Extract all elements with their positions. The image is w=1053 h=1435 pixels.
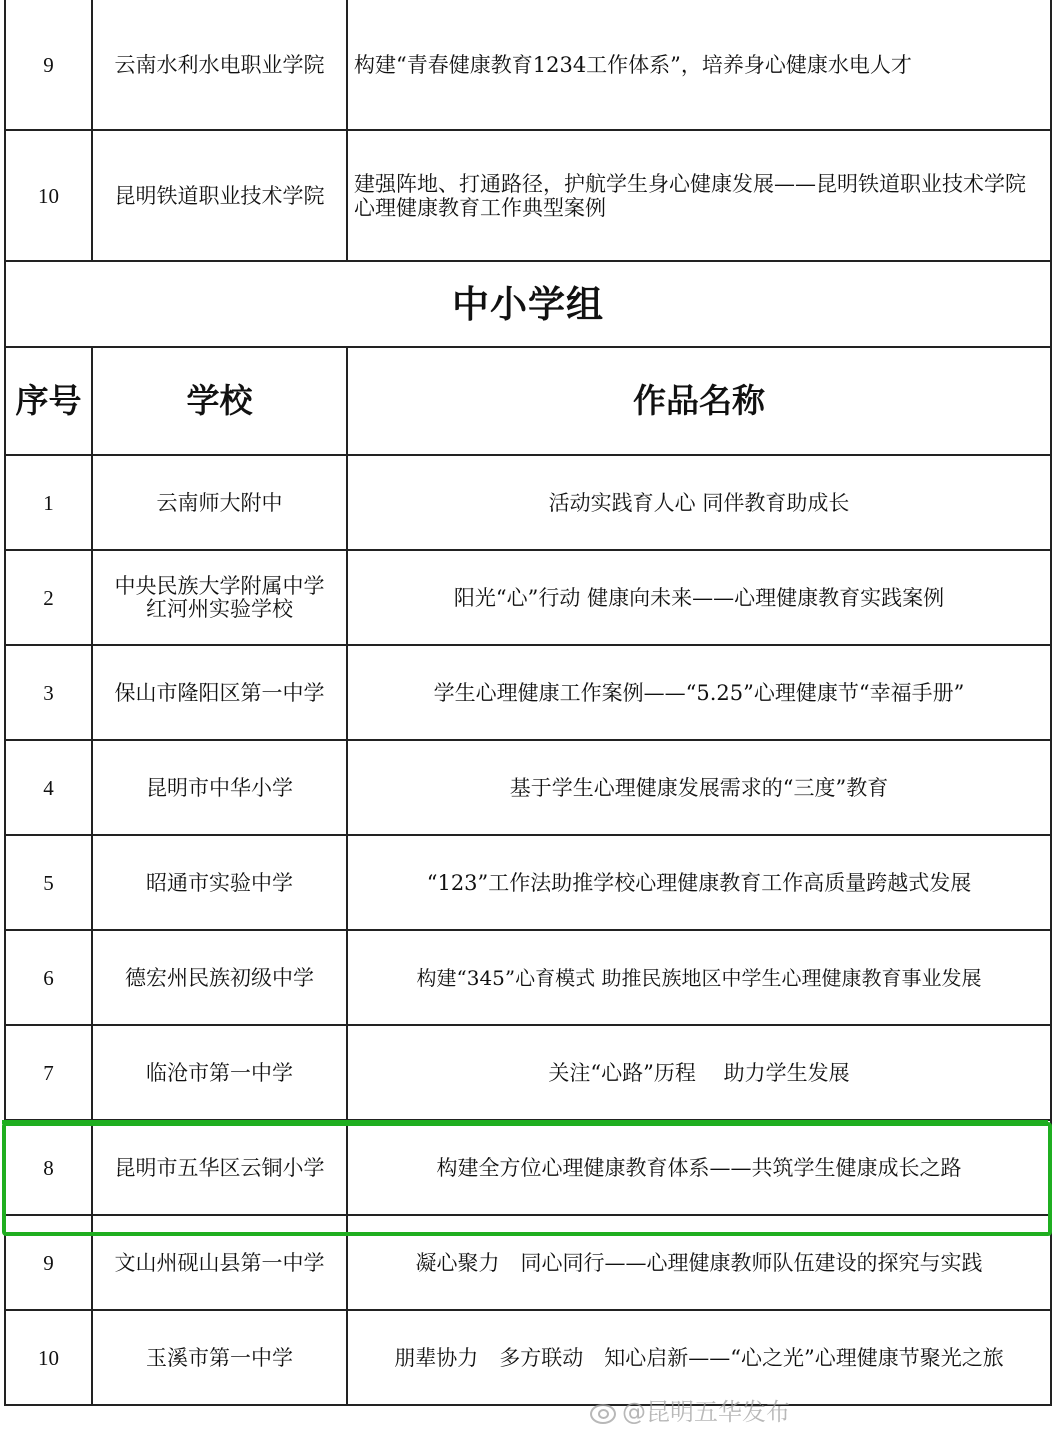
school-name: 文山州砚山县第一中学 <box>92 1215 347 1310</box>
table-row <box>5 740 1051 835</box>
row-index: 8 <box>5 1120 92 1215</box>
watermark <box>588 1392 790 1427</box>
table-row <box>5 930 1051 1025</box>
table-row <box>5 1310 1051 1405</box>
work-title: 学生心理健康工作案例——“5.25”心理健康节“幸福手册” <box>347 645 1051 740</box>
row-index: 5 <box>5 835 92 930</box>
table-row <box>5 645 1051 740</box>
work-title: “123”工作法助推学校心理健康教育工作高质量跨越式发展 <box>347 835 1051 930</box>
table-row <box>5 550 1051 645</box>
work-title: 活动实践育人心 同伴教育助成长 <box>347 455 1051 550</box>
table-row <box>5 1215 1051 1310</box>
table-row <box>5 130 1051 261</box>
table-row-highlighted <box>5 1120 1051 1215</box>
table-row <box>5 835 1051 930</box>
school-name: 昆明铁道职业技术学院 <box>92 130 347 261</box>
table-row <box>5 455 1051 550</box>
row-index: 6 <box>5 930 92 1025</box>
table-row <box>5 1025 1051 1120</box>
school-name: 玉溪市第一中学 <box>92 1310 347 1405</box>
row-index: 4 <box>5 740 92 835</box>
row-index: 7 <box>5 1025 92 1120</box>
watermark-text: @昆明五华发布 <box>622 1398 790 1426</box>
school-name <box>92 550 347 645</box>
school-name: 昆明市中华小学 <box>92 740 347 835</box>
header-row <box>5 347 1051 455</box>
school-name: 德宏州民族初级中学 <box>92 930 347 1025</box>
work-title: 凝心聚力 同心同行——心理健康教师队伍建设的探究与实践 <box>347 1215 1051 1310</box>
header-school: 学校 <box>92 347 347 455</box>
row-index: 10 <box>5 130 92 261</box>
award-table <box>4 0 1052 1406</box>
school-name: 临沧市第一中学 <box>92 1025 347 1120</box>
row-index: 2 <box>5 550 92 645</box>
row-index: 3 <box>5 645 92 740</box>
work-title: 构建“345”心育模式 助推民族地区中学生心理健康教育事业发展 <box>347 930 1051 1025</box>
group-title: 中小学组 <box>5 261 1051 347</box>
school-name: 云南师大附中 <box>92 455 347 550</box>
work-title: 构建“青春健康教育1234工作体系”，培养身心健康水电人才 <box>347 0 1051 130</box>
school-name: 昭通市实验中学 <box>92 835 347 930</box>
work-title: 阳光“心”行动 健康向未来——心理健康教育实践案例 <box>347 550 1051 645</box>
highlight-top-line <box>2 1120 1048 1124</box>
school-name: 昆明市五华区云铜小学 <box>92 1120 347 1215</box>
table-row <box>5 0 1051 130</box>
work-title: 建强阵地、打通路径，护航学生身心健康发展——昆明铁道职业技术学院心理健康教育工作典型案例 <box>347 130 1051 261</box>
header-title: 作品名称 <box>347 347 1051 455</box>
row-index: 9 <box>5 0 92 130</box>
school-name: 云南水利水电职业学院 <box>92 0 347 130</box>
work-title: 基于学生心理健康发展需求的“三度”教育 <box>347 740 1051 835</box>
header-index: 序号 <box>5 347 92 455</box>
work-title: 关注“心路”历程 助力学生发展 <box>347 1025 1051 1120</box>
row-index: 1 <box>5 455 92 550</box>
school-name: 保山市隆阳区第一中学 <box>92 645 347 740</box>
work-title: 构建全方位心理健康教育体系——共筑学生健康成长之路 <box>347 1120 1051 1215</box>
group-title-row <box>5 261 1051 347</box>
weibo-icon <box>588 1398 618 1422</box>
row-index: 9 <box>5 1215 92 1310</box>
row-index: 10 <box>5 1310 92 1405</box>
school-name-line1: 中央民族大学附属中学 <box>114 573 325 598</box>
work-title: 朋辈协力 多方联动 知心启新——“心之光”心理健康节聚光之旅 <box>347 1310 1051 1405</box>
school-name-line2: 红河州实验学校 <box>146 596 293 621</box>
